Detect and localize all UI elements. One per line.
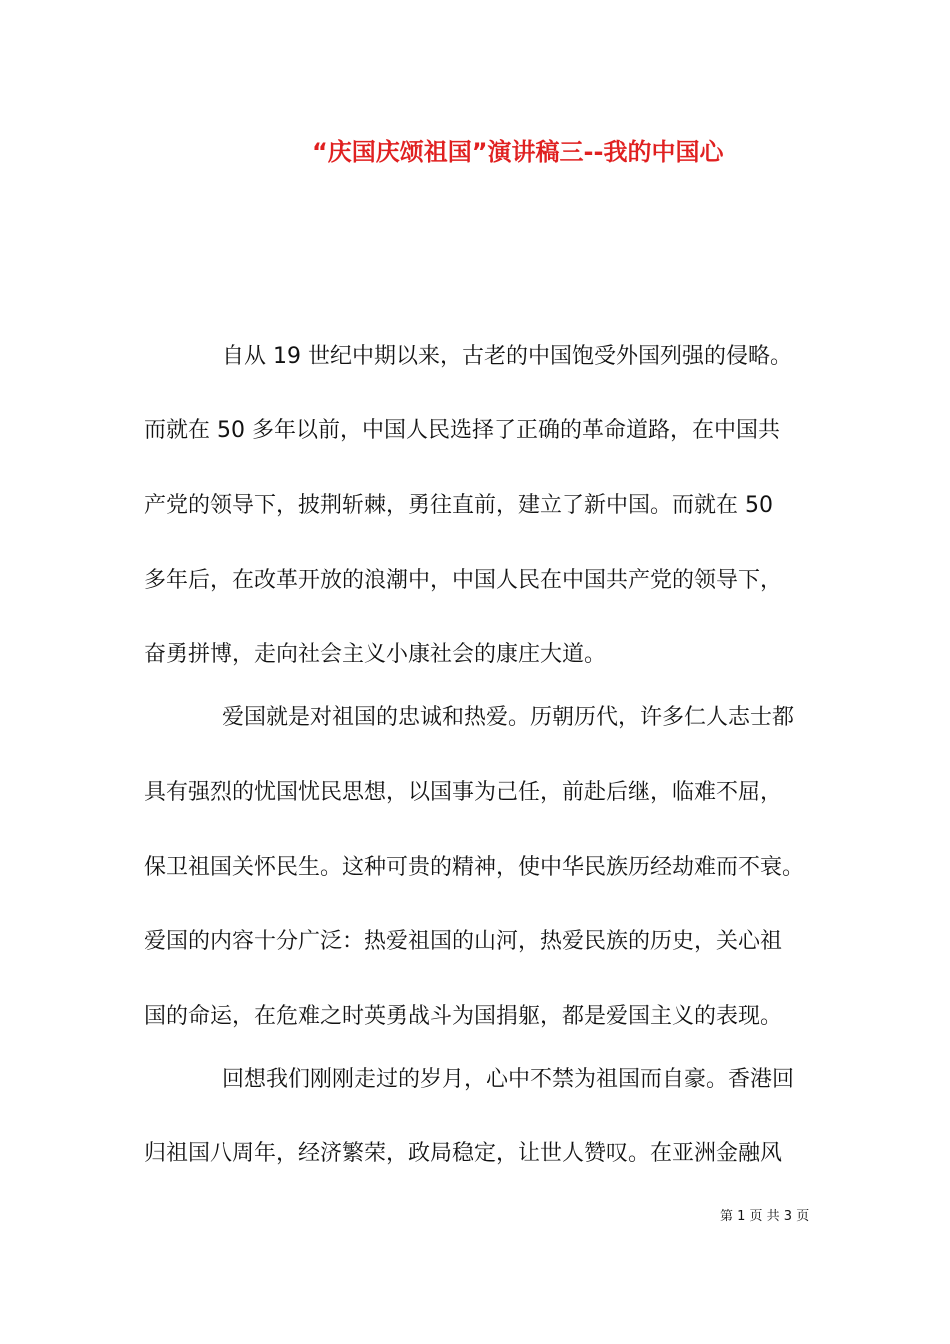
paragraph-2-line-5: 国的命运，在危难之时英勇战斗为国捐躯，都是爱国主义的表现。: [144, 1004, 783, 1029]
page-number-footer: 第 1 页 共 3 页: [720, 1209, 810, 1224]
paragraph-1-line-2: 而就在 50 多年以前，中国人民选择了正确的革命道路，在中国共: [144, 418, 780, 443]
paragraph-2-line-3: 保卫祖国关怀民生。这种可贵的精神，使中华民族历经劫难而不衰。: [144, 855, 805, 880]
document-title: “庆国庆颂祖国”演讲稿三--我的中国心: [312, 138, 724, 166]
paragraph-1-line-5: 奋勇拼博，走向社会主义小康社会的康庄大道。: [144, 642, 607, 667]
paragraph-1-line-4: 多年后，在改革开放的浪潮中，中国人民在中国共产党的领导下，: [144, 568, 783, 593]
paragraph-1-line-1: 自从 19 世纪中期以来，古老的中国饱受外国列强的侵略。: [222, 344, 792, 369]
paragraph-2-line-1: 爱国就是对祖国的忠诚和热爱。历朝历代，许多仁人志士都: [222, 705, 795, 730]
paragraph-2-line-2: 具有强烈的忧国忧民思想，以国事为己任，前赴后继，临难不屈，: [144, 780, 783, 805]
paragraph-1-line-3: 产党的领导下，披荆斩棘，勇往直前，建立了新中国。而就在 50: [144, 493, 773, 518]
paragraph-3-line-2: 归祖国八周年，经济繁荣，政局稳定，让世人赞叹。在亚洲金融风: [144, 1141, 783, 1166]
paragraph-3-line-1: 回想我们刚刚走过的岁月，心中不禁为祖国而自豪。香港回: [222, 1067, 795, 1092]
paragraph-2-line-4: 爱国的内容十分广泛：热爱祖国的山河，热爱民族的历史，关心祖: [144, 929, 783, 954]
